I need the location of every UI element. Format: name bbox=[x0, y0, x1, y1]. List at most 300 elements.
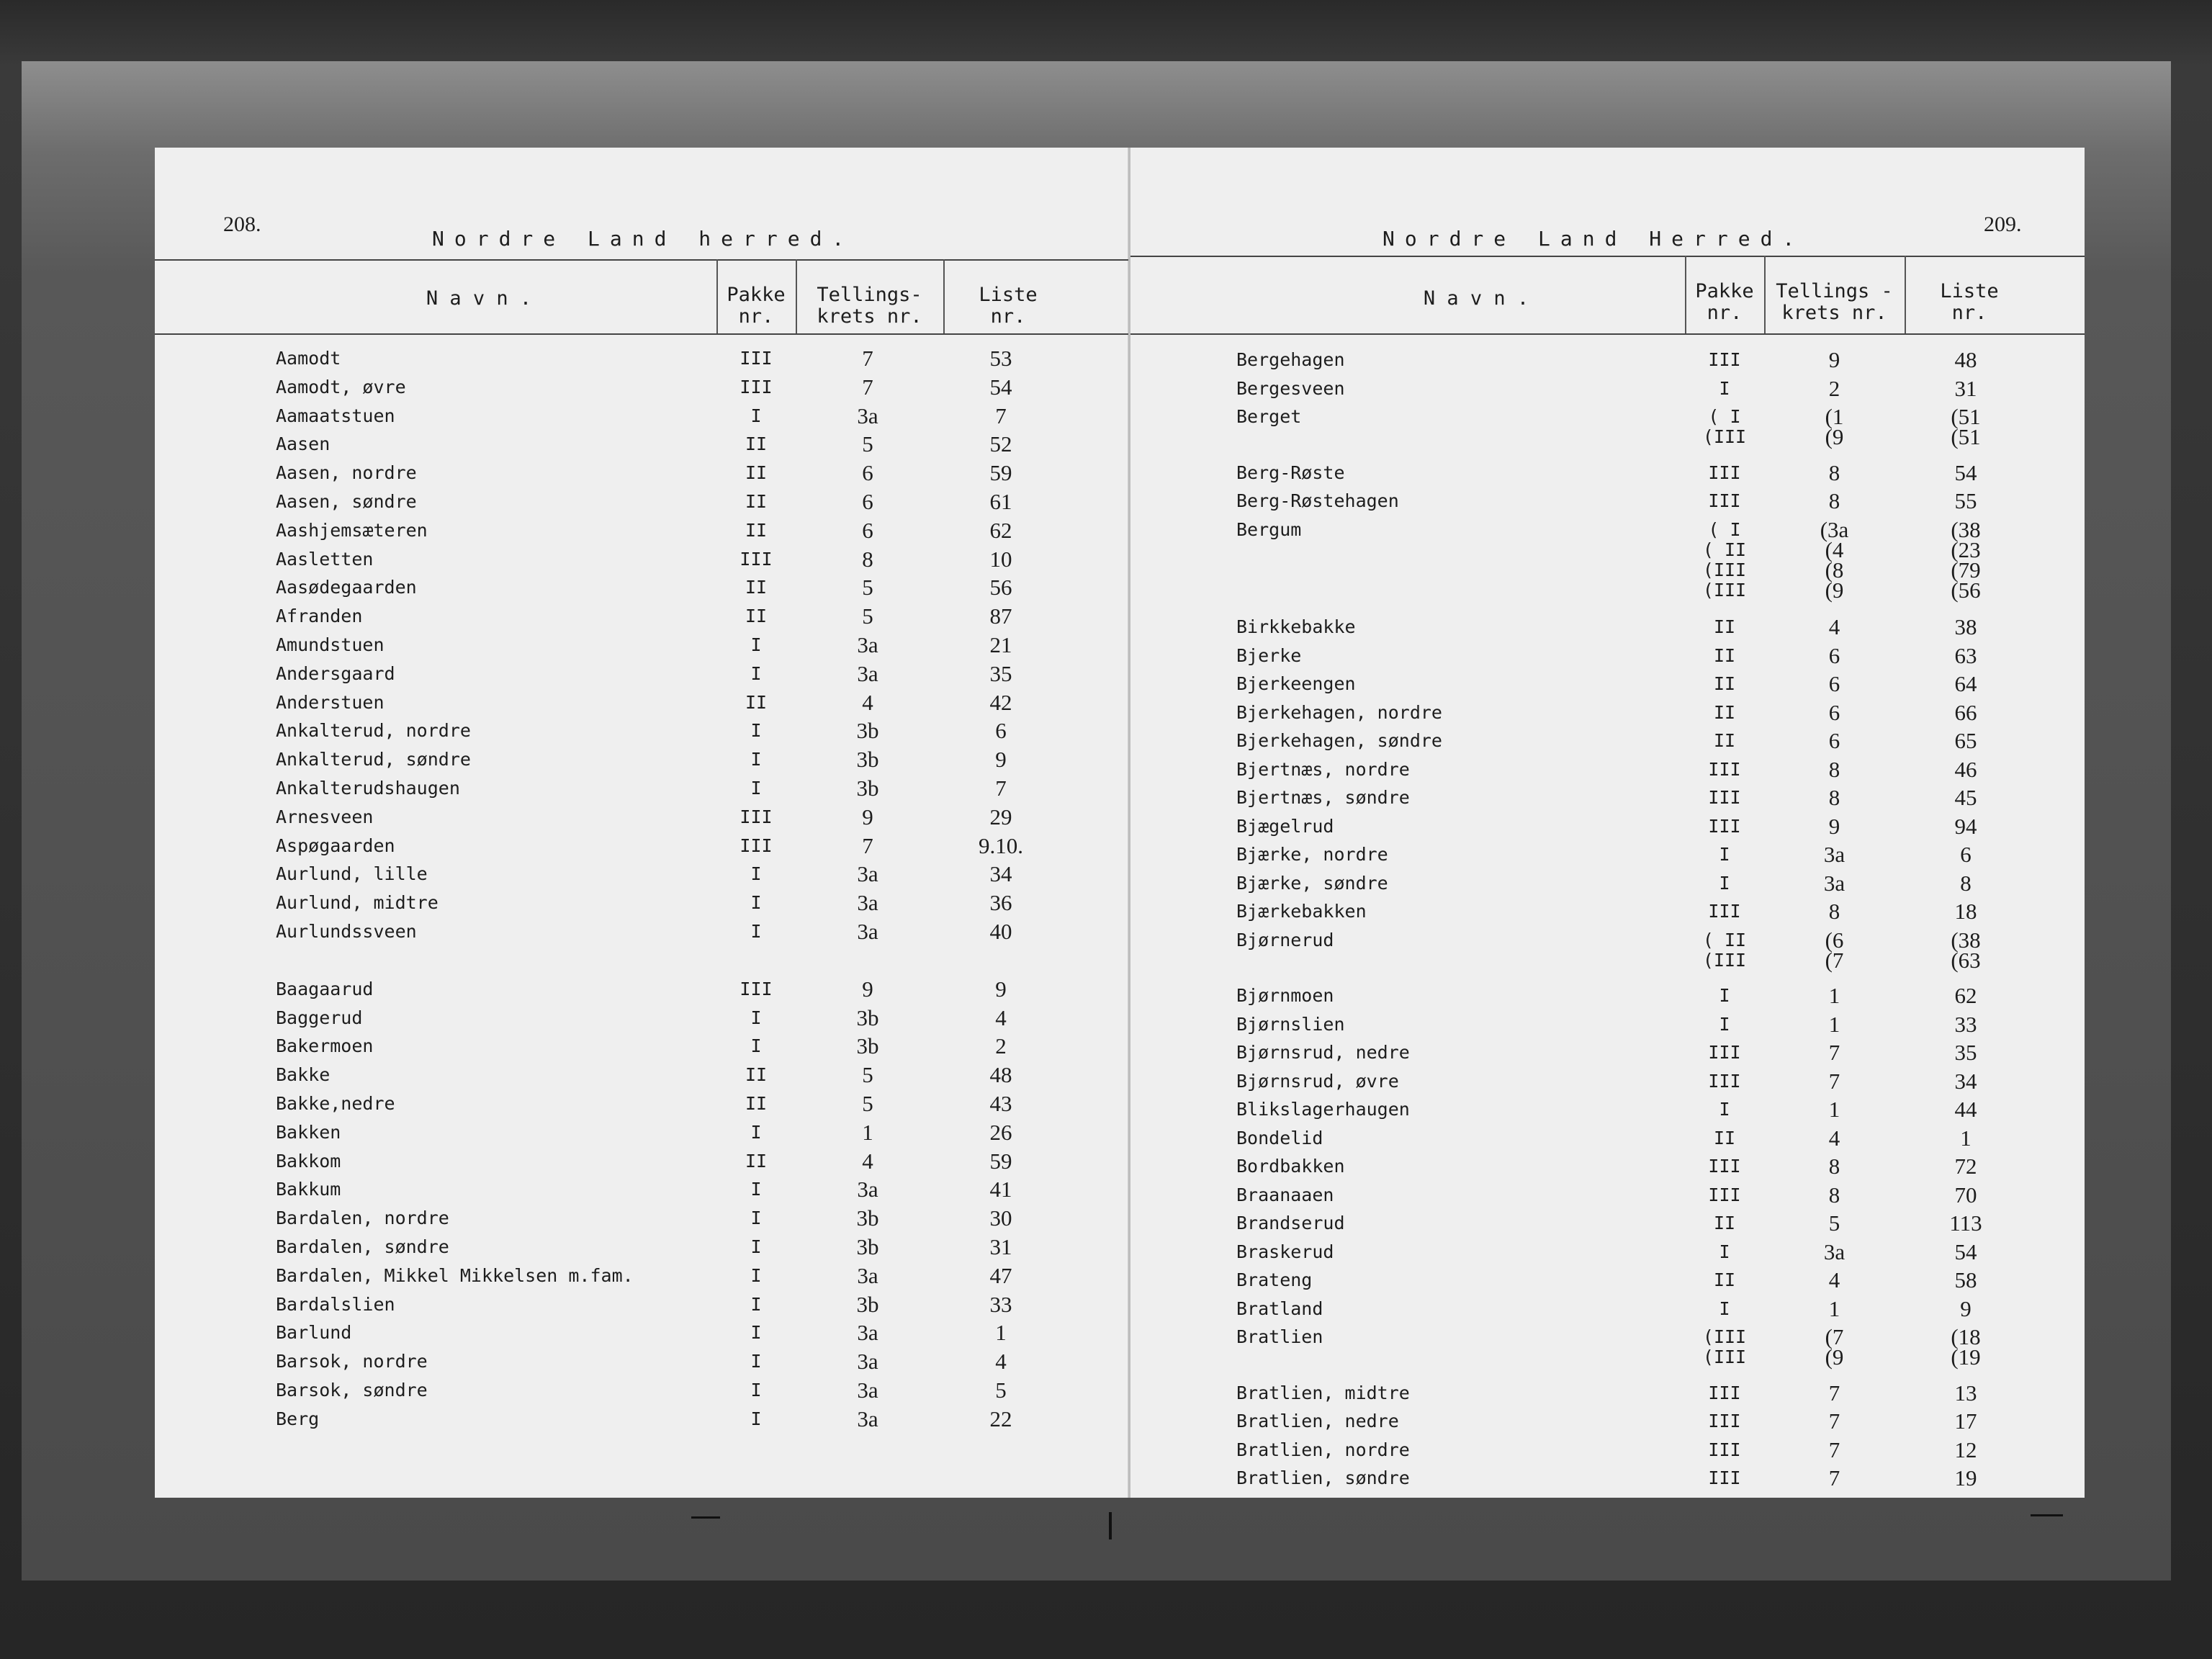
table-row bbox=[1130, 698, 2085, 727]
name-cell: Aasen, nordre bbox=[276, 462, 417, 484]
pakke-cell: ( I bbox=[1708, 406, 1741, 427]
right-page bbox=[1130, 148, 2085, 1498]
name-cell: Brandserud bbox=[1236, 1213, 1345, 1233]
pakke-cell: III bbox=[739, 806, 773, 827]
page-title: Nordre Land Herred. bbox=[1382, 227, 1805, 251]
name-cell: Aurlund, midtre bbox=[276, 892, 439, 914]
table-row bbox=[1130, 897, 2085, 926]
name-cell: Birkkebakke bbox=[1236, 616, 1356, 637]
liste-cell: 65 bbox=[1954, 728, 1977, 753]
name-cell: Aurlund, lille bbox=[276, 863, 428, 885]
header-liste: Liste nr. bbox=[979, 284, 1038, 328]
pakke-cell: III bbox=[739, 548, 773, 570]
name-cell: Bjerkeengen bbox=[1236, 673, 1356, 694]
liste-cell: 56 bbox=[989, 575, 1012, 601]
table-row bbox=[155, 459, 1130, 487]
liste-cell: 66 bbox=[1954, 699, 1977, 725]
krets-cell: 4 bbox=[1828, 1125, 1840, 1151]
krets-cell: 7 bbox=[862, 832, 873, 858]
pakke-cell: II bbox=[1713, 1213, 1736, 1233]
table-row bbox=[155, 430, 1130, 459]
table-row bbox=[155, 1405, 1130, 1434]
table-row bbox=[155, 716, 1130, 745]
krets-cell: 3a bbox=[857, 1320, 878, 1346]
name-cell: Bjerkehagen, nordre bbox=[1236, 701, 1442, 723]
liste-cell: 62 bbox=[1954, 983, 1977, 1008]
liste-cell: 29 bbox=[989, 804, 1012, 830]
header-top-rule bbox=[1130, 256, 2085, 257]
pakke-cell: II bbox=[1713, 673, 1736, 694]
pakke-cell: I bbox=[1719, 1013, 1730, 1035]
krets-cell: (9 bbox=[1825, 1344, 1844, 1370]
krets-cell: 6 bbox=[862, 517, 873, 543]
krets-cell: (7 bbox=[1825, 947, 1844, 973]
pakke-cell: (III bbox=[1702, 426, 1747, 447]
pakke-cell: III bbox=[1708, 1382, 1741, 1403]
table-row bbox=[1130, 981, 2085, 1010]
liste-cell: 59 bbox=[989, 460, 1012, 486]
krets-cell: 3b bbox=[856, 775, 879, 801]
krets-cell: 7 bbox=[862, 346, 873, 371]
pakke-cell: III bbox=[1708, 1184, 1741, 1205]
liste-cell: 47 bbox=[989, 1262, 1012, 1288]
krets-cell: (4 bbox=[1825, 536, 1844, 562]
name-cell: Bratlien bbox=[1236, 1326, 1323, 1347]
liste-cell: 54 bbox=[1954, 1238, 1977, 1264]
liste-cell: 9.10. bbox=[979, 832, 1023, 858]
liste-cell: 52 bbox=[989, 431, 1012, 457]
pakke-cell: I bbox=[1719, 377, 1730, 399]
krets-cell: (9 bbox=[1825, 577, 1844, 603]
liste-cell: 61 bbox=[989, 489, 1012, 514]
pakke-cell: I bbox=[750, 662, 762, 684]
table-row bbox=[155, 602, 1130, 631]
pakke-cell: I bbox=[750, 1007, 762, 1028]
liste-cell: 59 bbox=[989, 1148, 1012, 1174]
name-cell: Bjerke bbox=[1236, 644, 1302, 666]
pakke-cell: I bbox=[1719, 844, 1730, 865]
krets-cell: 3a bbox=[857, 1377, 878, 1403]
name-cell: Bratlien, nordre bbox=[1236, 1439, 1410, 1460]
pakke-cell: I bbox=[750, 720, 762, 742]
header-name: N a v n . bbox=[426, 287, 532, 310]
pakke-cell: I bbox=[750, 1408, 762, 1429]
name-cell: Arnesveen bbox=[276, 806, 374, 827]
table-row bbox=[1130, 783, 2085, 812]
table-row bbox=[1130, 1152, 2085, 1181]
pakke-cell: II bbox=[745, 462, 768, 484]
name-cell: Bjørnslien bbox=[1236, 1013, 1345, 1035]
table-row bbox=[155, 1147, 1130, 1176]
liste-cell: 6 bbox=[995, 718, 1007, 744]
table-row bbox=[1130, 1295, 2085, 1323]
table-row bbox=[155, 803, 1130, 832]
krets-cell: 3a bbox=[857, 1406, 878, 1431]
name-cell: Bjerkehagen, søndre bbox=[1236, 730, 1442, 751]
name-cell: Baagaarud bbox=[276, 978, 374, 999]
krets-cell: 8 bbox=[1828, 756, 1840, 782]
name-cell: Bjørnsrud, øvre bbox=[1236, 1070, 1399, 1092]
liste-cell: 19 bbox=[1954, 1465, 1977, 1491]
table-row bbox=[155, 1376, 1130, 1405]
pakke-cell: I bbox=[1719, 872, 1730, 894]
name-cell: Braskerud bbox=[1236, 1241, 1334, 1262]
header-top-rule bbox=[155, 259, 1130, 261]
pakke-cell: I bbox=[750, 1322, 762, 1344]
table-row bbox=[1130, 1124, 2085, 1153]
table-row bbox=[155, 660, 1130, 688]
krets-cell: 3b bbox=[856, 1033, 879, 1059]
table-row bbox=[1130, 727, 2085, 755]
pakke-cell: III bbox=[1708, 1156, 1741, 1177]
krets-cell: 5 bbox=[862, 431, 873, 457]
pakke-cell: III bbox=[1708, 1467, 1741, 1488]
name-cell: Aamodt bbox=[276, 348, 341, 369]
liste-cell: 35 bbox=[989, 660, 1012, 686]
name-cell: Amundstuen bbox=[276, 634, 385, 655]
liste-cell: 26 bbox=[989, 1119, 1012, 1145]
liste-cell: 4 bbox=[995, 1349, 1007, 1375]
liste-cell: 6 bbox=[1960, 842, 1972, 867]
pakke-cell: II bbox=[1713, 644, 1736, 666]
krets-cell: 3a bbox=[857, 861, 878, 887]
krets-cell: 7 bbox=[1828, 1068, 1840, 1094]
krets-cell: 6 bbox=[862, 489, 873, 514]
table-row bbox=[155, 889, 1130, 917]
pakke-cell: II bbox=[745, 1093, 768, 1114]
table-row bbox=[1130, 869, 2085, 898]
table-row bbox=[155, 1347, 1130, 1376]
name-cell: Barlund bbox=[276, 1322, 352, 1344]
name-cell: Aasen bbox=[276, 433, 331, 455]
name-cell: Bergum bbox=[1236, 518, 1302, 540]
name-cell: Aasen, søndre bbox=[276, 491, 417, 512]
name-cell: Bjørnerud bbox=[1236, 929, 1334, 950]
krets-cell: 7 bbox=[1828, 1380, 1840, 1406]
pakke-cell: ( II bbox=[1702, 929, 1747, 950]
table-row bbox=[155, 688, 1130, 717]
name-cell: Barsok, søndre bbox=[276, 1380, 428, 1401]
liste-cell: 1 bbox=[995, 1320, 1007, 1346]
krets-cell: 4 bbox=[1828, 1267, 1840, 1292]
liste-cell: 13 bbox=[1954, 1380, 1977, 1406]
liste-cell: 38 bbox=[1954, 614, 1977, 639]
pakke-cell: II bbox=[745, 1150, 768, 1172]
krets-cell: 5 bbox=[862, 603, 873, 629]
scan-mark bbox=[691, 1516, 720, 1519]
pakke-cell: III bbox=[1708, 1439, 1741, 1460]
liste-cell: 9 bbox=[1960, 1295, 1972, 1321]
left-page bbox=[155, 148, 1130, 1498]
name-cell: Bakke bbox=[276, 1064, 331, 1086]
pakke-cell: III bbox=[1708, 787, 1741, 808]
pakke-cell: I bbox=[750, 1351, 762, 1372]
liste-cell: 45 bbox=[1954, 785, 1977, 810]
pakke-cell: I bbox=[750, 1121, 762, 1143]
name-cell: Bjærke, nordre bbox=[1236, 844, 1388, 865]
liste-cell: (23 bbox=[1951, 536, 1981, 562]
scan-mark bbox=[2031, 1514, 2063, 1516]
liste-cell: 34 bbox=[989, 861, 1012, 887]
name-cell: Bondelid bbox=[1236, 1127, 1323, 1148]
pakke-cell: I bbox=[1719, 1241, 1730, 1262]
table-row bbox=[155, 1290, 1130, 1319]
table-row bbox=[1130, 1038, 2085, 1067]
liste-cell: (38 bbox=[1951, 516, 1981, 542]
liste-cell: 62 bbox=[989, 517, 1012, 543]
krets-cell: 3b bbox=[856, 747, 879, 773]
pakke-cell: I bbox=[750, 1035, 762, 1057]
pakke-cell: II bbox=[1713, 730, 1736, 751]
pakke-cell: III bbox=[1708, 462, 1741, 483]
header-bottom-rule bbox=[1130, 333, 2085, 335]
krets-cell: (6 bbox=[1825, 927, 1844, 953]
name-cell: Braanaaen bbox=[1236, 1184, 1334, 1205]
pakke-cell: II bbox=[745, 433, 768, 455]
krets-cell: 9 bbox=[1828, 813, 1840, 839]
krets-cell: (7 bbox=[1825, 1324, 1844, 1349]
name-cell: Bergehagen bbox=[1236, 349, 1345, 370]
krets-cell: 6 bbox=[862, 460, 873, 486]
name-cell: Bratlien, søndre bbox=[1236, 1467, 1410, 1488]
pakke-cell: II bbox=[1713, 1269, 1736, 1290]
name-cell: Bardalen, søndre bbox=[276, 1236, 449, 1257]
liste-cell: 54 bbox=[1954, 459, 1977, 485]
krets-cell: 3a bbox=[1823, 1238, 1845, 1264]
name-cell: Aurlundssveen bbox=[276, 921, 417, 942]
header-name: N a v n . bbox=[1423, 287, 1529, 310]
table-row bbox=[1130, 642, 2085, 670]
krets-cell: 6 bbox=[1828, 699, 1840, 725]
pakke-cell: I bbox=[750, 749, 762, 770]
krets-cell: 3b bbox=[856, 1291, 879, 1317]
liste-cell: 55 bbox=[1954, 488, 1977, 513]
pakke-cell: (III bbox=[1702, 1326, 1747, 1347]
krets-cell: 5 bbox=[862, 1062, 873, 1088]
name-cell: Ankalterud, nordre bbox=[276, 720, 471, 742]
table-row bbox=[1130, 1067, 2085, 1096]
table-row bbox=[1130, 1266, 2085, 1295]
name-cell: Bakkum bbox=[276, 1179, 341, 1200]
table-row bbox=[1130, 946, 2085, 975]
pakke-cell: I bbox=[1719, 1099, 1730, 1120]
name-cell: Anderstuen bbox=[276, 691, 385, 713]
krets-cell: 3b bbox=[856, 1205, 879, 1231]
liste-cell: 4 bbox=[995, 1004, 1007, 1030]
pakke-cell: III bbox=[1708, 1042, 1741, 1063]
liste-cell: 33 bbox=[1954, 1011, 1977, 1037]
krets-cell: 7 bbox=[1828, 1437, 1840, 1462]
pakke-cell: (III bbox=[1702, 949, 1747, 971]
table-row bbox=[1130, 1343, 2085, 1372]
table-row bbox=[155, 1204, 1130, 1233]
pakke-cell: ( I bbox=[1708, 518, 1741, 540]
table-row bbox=[1130, 459, 2085, 487]
name-cell: Andersgaard bbox=[276, 662, 395, 684]
name-cell: Aasletten bbox=[276, 548, 374, 570]
table-row bbox=[1130, 1095, 2085, 1124]
table-row bbox=[155, 1004, 1130, 1033]
name-cell: Bakkom bbox=[276, 1150, 341, 1172]
krets-cell: 7 bbox=[1828, 1040, 1840, 1065]
pakke-cell: III bbox=[1708, 1070, 1741, 1092]
pakke-cell: I bbox=[750, 1293, 762, 1315]
name-cell: Bratlien, nedre bbox=[1236, 1411, 1399, 1431]
table-row bbox=[155, 344, 1130, 373]
krets-cell: (9 bbox=[1825, 424, 1844, 449]
name-cell: Bakke,nedre bbox=[276, 1093, 395, 1114]
pakke-cell: (III bbox=[1702, 579, 1747, 601]
krets-cell: 8 bbox=[1828, 1182, 1840, 1208]
pakke-cell: III bbox=[739, 835, 773, 856]
liste-cell: (56 bbox=[1951, 577, 1981, 603]
table-row bbox=[1130, 1209, 2085, 1238]
table-row bbox=[1130, 1181, 2085, 1210]
krets-cell: 3b bbox=[856, 1004, 879, 1030]
liste-cell: 30 bbox=[989, 1205, 1012, 1231]
liste-cell: 1 bbox=[1960, 1125, 1972, 1151]
table-row bbox=[155, 516, 1130, 545]
table-row bbox=[155, 1262, 1130, 1290]
krets-cell: (8 bbox=[1825, 557, 1844, 583]
liste-cell: 7 bbox=[995, 775, 1007, 801]
name-cell: Barsok, nordre bbox=[276, 1351, 428, 1372]
krets-cell: 3a bbox=[857, 919, 878, 944]
table-row bbox=[1130, 840, 2085, 869]
krets-cell: 1 bbox=[1828, 1097, 1840, 1122]
krets-cell: 3b bbox=[856, 718, 879, 744]
liste-cell: 10 bbox=[989, 546, 1012, 572]
liste-cell: 8 bbox=[1960, 870, 1972, 896]
table-row bbox=[155, 545, 1130, 574]
pakke-cell: II bbox=[1713, 616, 1736, 637]
liste-cell: 53 bbox=[989, 346, 1012, 371]
table-row bbox=[155, 832, 1130, 860]
table-row bbox=[155, 860, 1130, 889]
liste-cell: 18 bbox=[1954, 899, 1977, 924]
liste-cell: 21 bbox=[989, 632, 1012, 657]
pakke-cell: III bbox=[1708, 901, 1741, 922]
name-cell: Bjægelrud bbox=[1236, 815, 1334, 837]
pakke-cell: II bbox=[745, 1064, 768, 1086]
name-cell: Bardalen, Mikkel Mikkelsen m.fam. bbox=[276, 1264, 634, 1286]
liste-cell: 33 bbox=[989, 1291, 1012, 1317]
liste-cell: 17 bbox=[1954, 1408, 1977, 1434]
header-pakke: Pakke nr. bbox=[727, 284, 786, 328]
liste-cell: 12 bbox=[1954, 1437, 1977, 1462]
name-cell: Aashjemsæteren bbox=[276, 519, 428, 541]
pakke-cell: III bbox=[1708, 490, 1741, 511]
pakke-cell: I bbox=[1719, 1298, 1730, 1319]
pakke-cell: (III bbox=[1702, 1346, 1747, 1367]
header-liste: Liste nr. bbox=[1940, 280, 1999, 324]
liste-cell: 41 bbox=[989, 1177, 1012, 1202]
liste-cell: 54 bbox=[989, 374, 1012, 400]
liste-cell: 22 bbox=[989, 1406, 1012, 1431]
header-bottom-rule bbox=[155, 333, 1130, 335]
pakke-cell: I bbox=[750, 778, 762, 799]
page-number: 208. bbox=[223, 212, 261, 236]
krets-cell: 3a bbox=[857, 1177, 878, 1202]
liste-cell: 35 bbox=[1954, 1040, 1977, 1065]
pakke-cell: I bbox=[750, 892, 762, 914]
name-cell: Bergesveen bbox=[1236, 377, 1345, 399]
pakke-cell: I bbox=[750, 1264, 762, 1286]
pakke-cell: I bbox=[750, 863, 762, 885]
liste-cell: 31 bbox=[1954, 375, 1977, 401]
krets-cell: 2 bbox=[1828, 375, 1840, 401]
liste-cell: 5 bbox=[995, 1377, 1007, 1403]
krets-cell: 3a bbox=[1823, 842, 1845, 867]
name-cell: Bjørnsrud, nedre bbox=[1236, 1042, 1410, 1063]
krets-cell: 3a bbox=[857, 403, 878, 428]
table-row bbox=[155, 402, 1130, 431]
name-cell: Bratlien, midtre bbox=[1236, 1382, 1410, 1403]
krets-cell: 8 bbox=[1828, 899, 1840, 924]
table-row bbox=[1130, 1407, 2085, 1436]
krets-cell: (3a bbox=[1820, 516, 1849, 542]
page-title: Nordre Land herred. bbox=[432, 227, 855, 251]
pakke-cell: I bbox=[750, 921, 762, 942]
pakke-cell: II bbox=[1713, 1127, 1736, 1148]
name-cell: Berget bbox=[1236, 406, 1302, 427]
liste-cell: 31 bbox=[989, 1234, 1012, 1259]
krets-cell: 4 bbox=[1828, 614, 1840, 639]
liste-cell: 94 bbox=[1954, 813, 1977, 839]
name-cell: Bjertnæs, søndre bbox=[1236, 787, 1410, 808]
pakke-cell: I bbox=[750, 1380, 762, 1401]
krets-cell: 4 bbox=[862, 1148, 873, 1174]
liste-cell: 70 bbox=[1954, 1182, 1977, 1208]
pakke-cell: ( II bbox=[1702, 539, 1747, 560]
name-cell: Berg-Røstehagen bbox=[1236, 490, 1399, 511]
table-row bbox=[155, 1089, 1130, 1118]
krets-cell: 1 bbox=[1828, 983, 1840, 1008]
name-cell: Bakermoen bbox=[276, 1035, 374, 1057]
pakke-cell: III bbox=[739, 376, 773, 397]
liste-cell: 48 bbox=[989, 1062, 1012, 1088]
krets-cell: 6 bbox=[1828, 728, 1840, 753]
pakke-cell: III bbox=[739, 978, 773, 999]
table-row bbox=[1130, 576, 2085, 605]
krets-cell: 3a bbox=[857, 1262, 878, 1288]
name-cell: Bjærkebakken bbox=[1236, 901, 1367, 922]
table-row bbox=[1130, 374, 2085, 403]
krets-cell: 1 bbox=[1828, 1295, 1840, 1321]
krets-cell: 8 bbox=[1828, 1154, 1840, 1179]
krets-cell: 6 bbox=[1828, 671, 1840, 696]
liste-cell: 9 bbox=[995, 747, 1007, 773]
liste-cell: 42 bbox=[989, 689, 1012, 715]
pakke-cell: II bbox=[745, 519, 768, 541]
name-cell: Bjørnmoen bbox=[1236, 985, 1334, 1006]
liste-cell: 40 bbox=[989, 919, 1012, 944]
pakke-cell: (III bbox=[1702, 559, 1747, 580]
scan-mark bbox=[1109, 1512, 1112, 1539]
liste-cell: 64 bbox=[1954, 671, 1977, 696]
krets-cell: 3a bbox=[1823, 870, 1845, 896]
liste-cell: 72 bbox=[1954, 1154, 1977, 1179]
name-cell: Aasødegaarden bbox=[276, 577, 417, 598]
liste-cell: 113 bbox=[1949, 1210, 1982, 1236]
table-row bbox=[155, 1318, 1130, 1347]
krets-cell: 4 bbox=[862, 689, 873, 715]
table-row bbox=[1130, 1464, 2085, 1493]
table-row bbox=[1130, 423, 2085, 451]
krets-cell: (1 bbox=[1825, 404, 1844, 429]
header-pakke: Pakke nr. bbox=[1695, 280, 1754, 324]
krets-cell: 1 bbox=[1828, 1011, 1840, 1037]
